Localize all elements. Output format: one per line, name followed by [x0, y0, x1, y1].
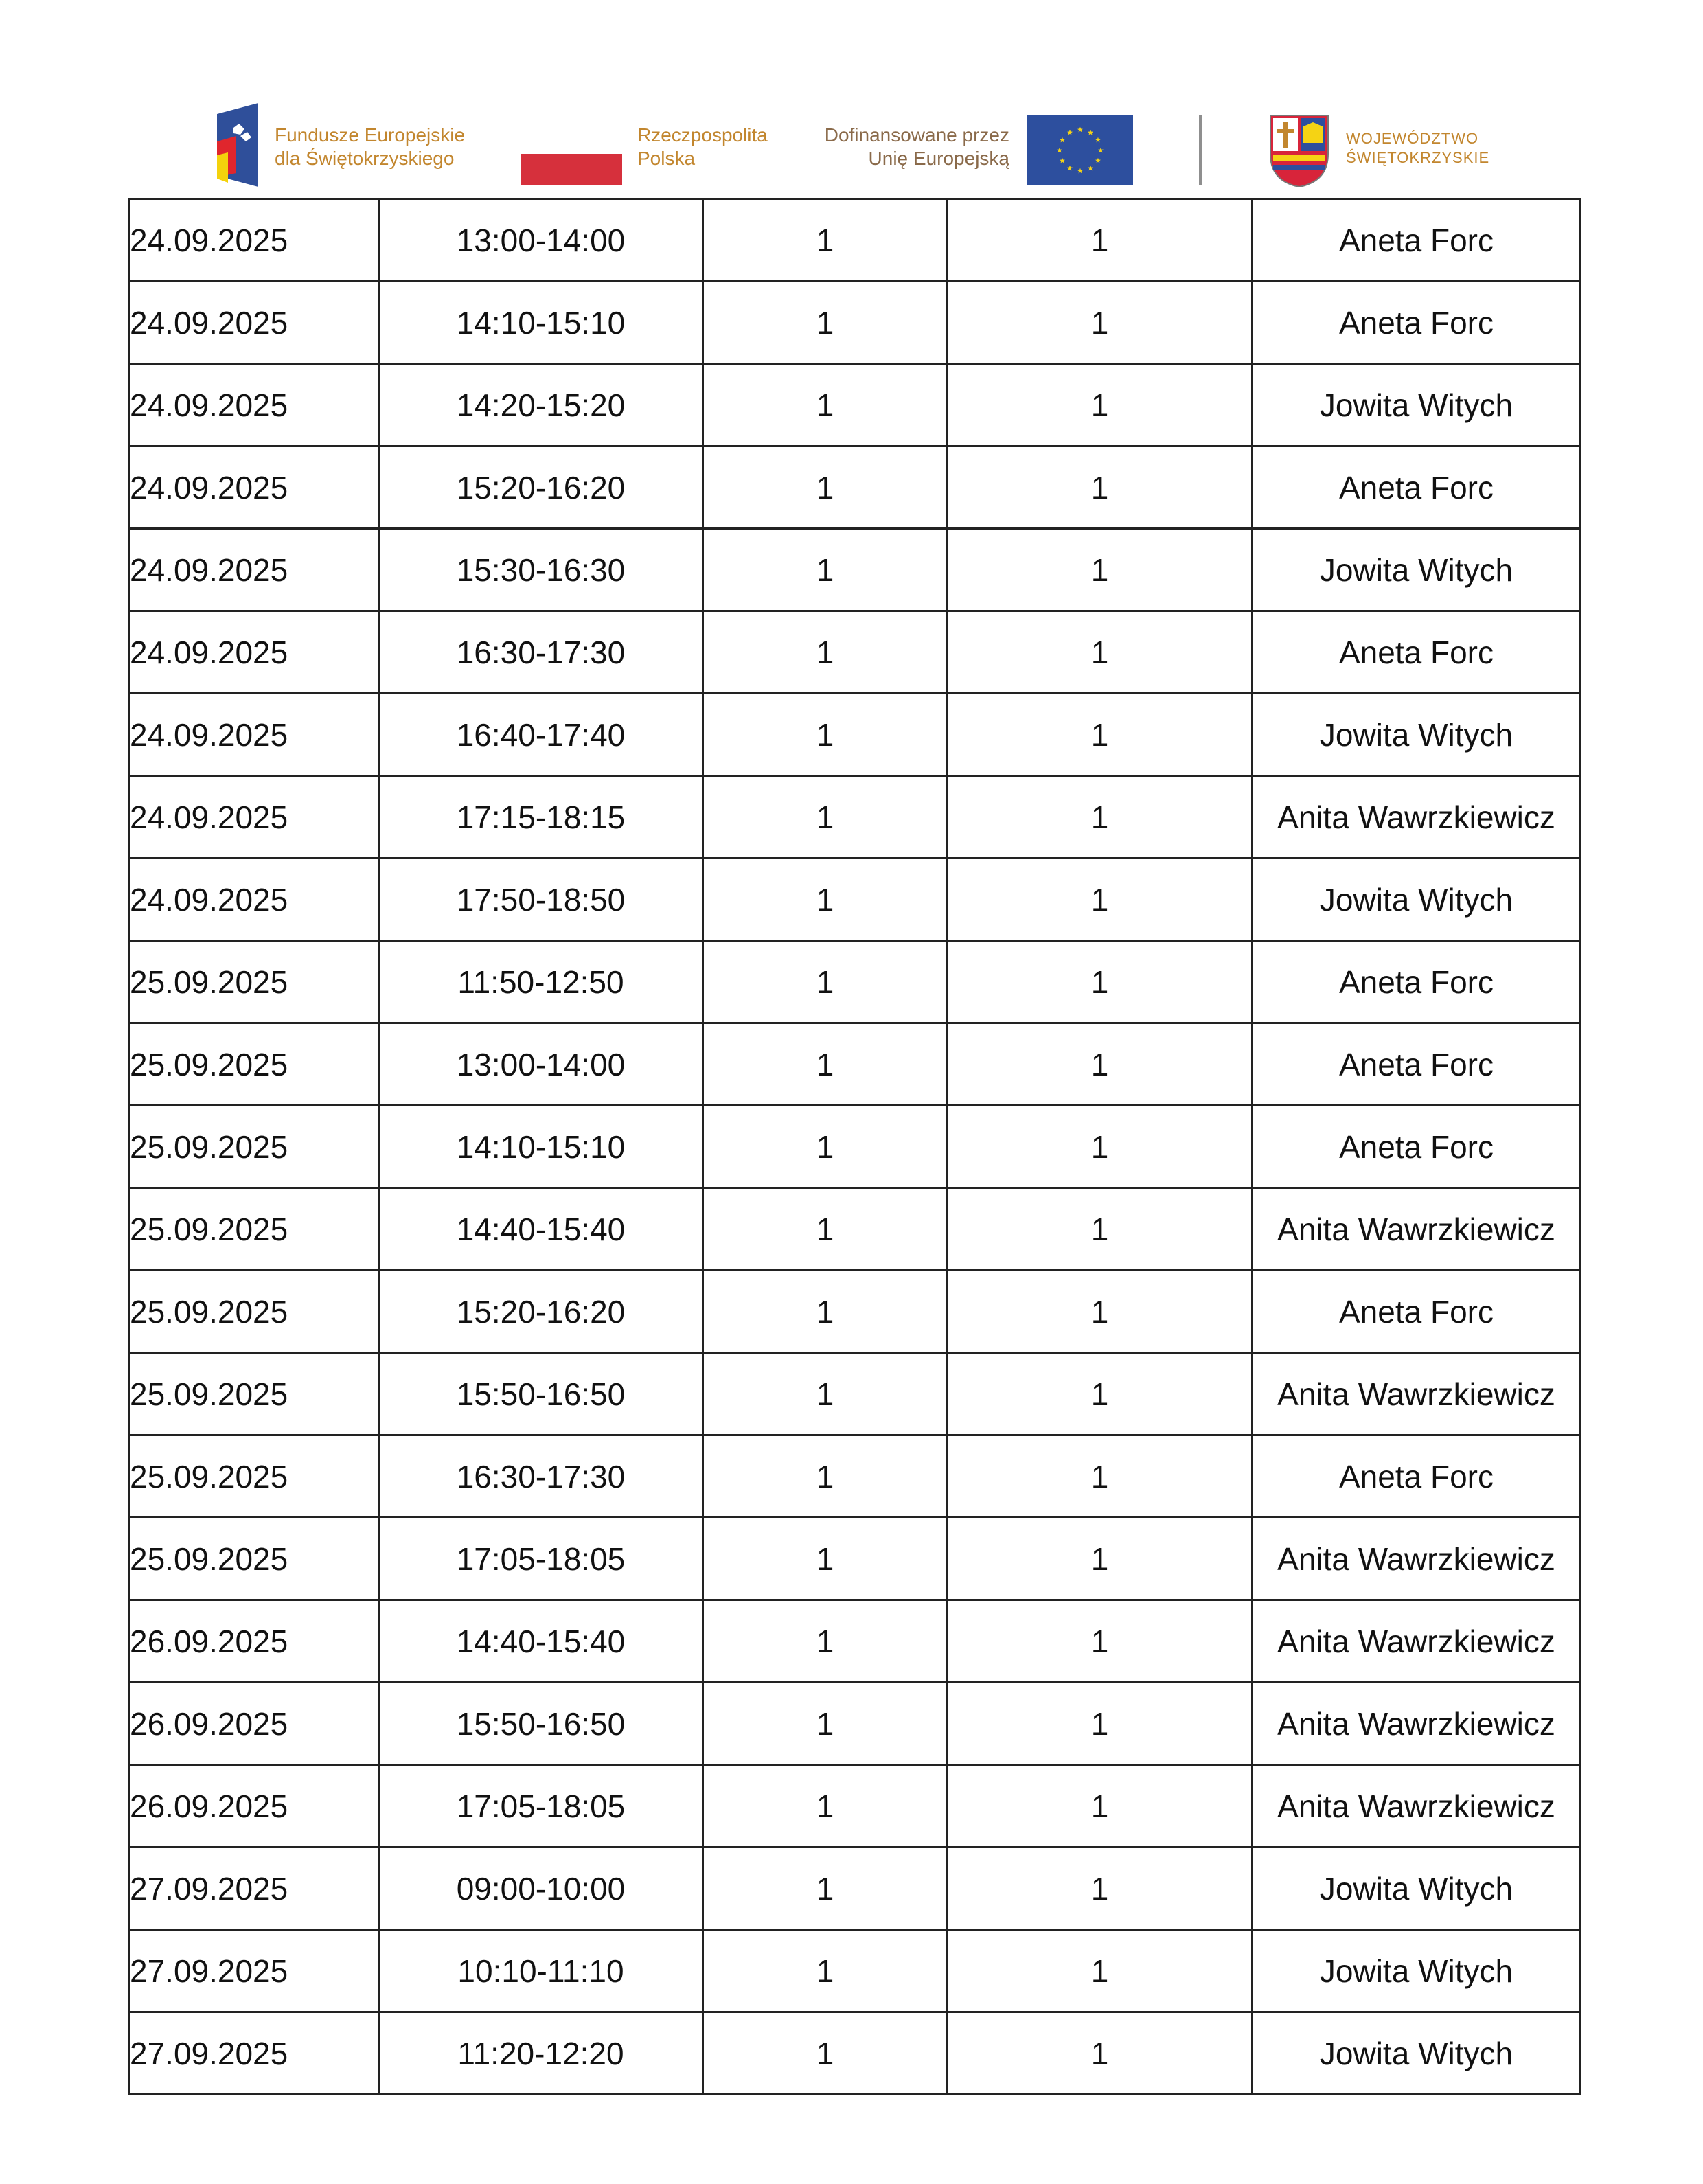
cell-date: 24.09.2025: [129, 364, 379, 446]
table-row: [129, 1765, 1581, 1847]
cell-name: Anita Wawrzkiewicz: [1253, 1683, 1581, 1765]
cell-count-b: 1: [948, 1518, 1253, 1600]
table-row: [129, 446, 1581, 529]
cell-count-a: 1: [703, 1106, 948, 1188]
cell-time: 14:10-15:10: [379, 282, 703, 364]
cell-count-b: 1: [948, 1106, 1253, 1188]
swietokrzyskie-coat-of-arms-icon: [1268, 113, 1331, 188]
cell-name: Anita Wawrzkiewicz: [1253, 1188, 1581, 1271]
cell-name: Anita Wawrzkiewicz: [1253, 1765, 1581, 1847]
cell-time: 13:00-14:00: [379, 1023, 703, 1106]
eu-flag-icon: [1027, 115, 1133, 185]
table-row: [129, 1683, 1581, 1765]
logo-fe-line2: dla Świętokrzyskiego: [275, 148, 455, 169]
cell-count-a: 1: [703, 1847, 948, 1930]
cell-time: 16:30-17:30: [379, 1435, 703, 1518]
cell-time: 14:20-15:20: [379, 364, 703, 446]
cell-date: 27.09.2025: [129, 1847, 379, 1930]
cell-name: Jowita Witych: [1253, 364, 1581, 446]
cell-time: 11:20-12:20: [379, 2012, 703, 2095]
cell-time: 17:05-18:05: [379, 1765, 703, 1847]
cell-count-b: 1: [948, 1353, 1253, 1435]
cell-name: Jowita Witych: [1253, 1847, 1581, 1930]
logo-sk-line1: WOJEWÓDZTWO: [1346, 130, 1479, 147]
cell-name: Aneta Forc: [1253, 1435, 1581, 1518]
fundusze-europejskie-logo-text: [275, 124, 465, 170]
cell-date: 25.09.2025: [129, 1353, 379, 1435]
cell-time: 17:05-18:05: [379, 1518, 703, 1600]
logo-pl-line2: Polska: [637, 148, 696, 169]
cell-count-b: 1: [948, 858, 1253, 941]
cell-time: 15:20-16:20: [379, 1271, 703, 1353]
logo-sk-line2: ŚWIĘTOKRZYSKIE: [1346, 149, 1490, 166]
cell-count-a: 1: [703, 2012, 948, 2095]
cell-count-a: 1: [703, 1023, 948, 1106]
table-row: [129, 1188, 1581, 1271]
cell-count-a: 1: [703, 1930, 948, 2012]
table-row: [129, 1353, 1581, 1435]
cell-count-b: 1: [948, 2012, 1253, 2095]
cell-name: Aneta Forc: [1253, 1271, 1581, 1353]
cell-time: 17:15-18:15: [379, 776, 703, 858]
cell-name: Aneta Forc: [1253, 941, 1581, 1023]
schedule-table-body: [129, 199, 1581, 2095]
cell-time: 15:20-16:20: [379, 446, 703, 529]
cell-count-a: 1: [703, 1765, 948, 1847]
cell-time: 15:30-16:30: [379, 529, 703, 611]
wojewodztwo-swietokrzyskie-logo-text: [1346, 129, 1489, 168]
cell-time: 09:00-10:00: [379, 1847, 703, 1930]
cell-count-b: 1: [948, 282, 1253, 364]
eu-funding-logo-text: [817, 124, 1009, 170]
cell-time: 15:50-16:50: [379, 1353, 703, 1435]
cell-count-a: 1: [703, 1271, 948, 1353]
cell-time: 13:00-14:00: [379, 199, 703, 282]
schedule-table: [128, 198, 1581, 2095]
cell-count-b: 1: [948, 364, 1253, 446]
logo-eu-line1: Dofinansowane przez: [824, 124, 1009, 146]
table-row: [129, 776, 1581, 858]
cell-date: 27.09.2025: [129, 1930, 379, 2012]
cell-date: 25.09.2025: [129, 1106, 379, 1188]
cell-date: 24.09.2025: [129, 776, 379, 858]
cell-count-a: 1: [703, 529, 948, 611]
cell-time: 17:50-18:50: [379, 858, 703, 941]
cell-count-a: 1: [703, 941, 948, 1023]
table-row: [129, 1600, 1581, 1683]
cell-count-b: 1: [948, 529, 1253, 611]
cell-date: 25.09.2025: [129, 1271, 379, 1353]
cell-time: 14:40-15:40: [379, 1188, 703, 1271]
cell-count-b: 1: [948, 1023, 1253, 1106]
cell-count-a: 1: [703, 1188, 948, 1271]
cell-name: Anita Wawrzkiewicz: [1253, 1518, 1581, 1600]
cell-count-b: 1: [948, 1930, 1253, 2012]
table-row: [129, 529, 1581, 611]
cell-count-b: 1: [948, 776, 1253, 858]
cell-date: 25.09.2025: [129, 1023, 379, 1106]
table-row: [129, 858, 1581, 941]
cell-date: 25.09.2025: [129, 1188, 379, 1271]
cell-time: 11:50-12:50: [379, 941, 703, 1023]
cell-date: 24.09.2025: [129, 694, 379, 776]
cell-name: Aneta Forc: [1253, 446, 1581, 529]
cell-count-b: 1: [948, 611, 1253, 694]
table-row: [129, 694, 1581, 776]
cell-count-a: 1: [703, 776, 948, 858]
cell-count-a: 1: [703, 1683, 948, 1765]
cell-name: Anita Wawrzkiewicz: [1253, 1353, 1581, 1435]
cell-time: 10:10-11:10: [379, 1930, 703, 2012]
table-row: [129, 941, 1581, 1023]
cell-name: Aneta Forc: [1253, 1106, 1581, 1188]
cell-count-b: 1: [948, 1188, 1253, 1271]
cell-count-b: 1: [948, 1765, 1253, 1847]
cell-count-a: 1: [703, 611, 948, 694]
table-row: [129, 1271, 1581, 1353]
table-row: [129, 1023, 1581, 1106]
table-row: [129, 364, 1581, 446]
cell-count-b: 1: [948, 1271, 1253, 1353]
cell-date: 24.09.2025: [129, 529, 379, 611]
cell-name: Jowita Witych: [1253, 694, 1581, 776]
cell-count-a: 1: [703, 199, 948, 282]
cell-count-a: 1: [703, 858, 948, 941]
cell-time: 14:10-15:10: [379, 1106, 703, 1188]
cell-name: Jowita Witych: [1253, 2012, 1581, 2095]
cell-date: 26.09.2025: [129, 1600, 379, 1683]
cell-date: 24.09.2025: [129, 282, 379, 364]
table-row: [129, 282, 1581, 364]
cell-date: 26.09.2025: [129, 1765, 379, 1847]
table-row: [129, 1106, 1581, 1188]
cell-time: 16:30-17:30: [379, 611, 703, 694]
cell-date: 24.09.2025: [129, 611, 379, 694]
table-row: [129, 611, 1581, 694]
cell-count-b: 1: [948, 1435, 1253, 1518]
logo-eu-line2: Unię Europejską: [868, 148, 1009, 169]
cell-name: Aneta Forc: [1253, 282, 1581, 364]
table-row: [129, 2012, 1581, 2095]
cell-name: Aneta Forc: [1253, 611, 1581, 694]
cell-count-b: 1: [948, 1683, 1253, 1765]
cell-date: 24.09.2025: [129, 199, 379, 282]
cell-count-b: 1: [948, 1847, 1253, 1930]
logo-pl-line1: Rzeczpospolita: [637, 124, 768, 146]
rzeczpospolita-polska-logo-text: [637, 124, 768, 170]
cell-date: 24.09.2025: [129, 858, 379, 941]
table-row: [129, 1847, 1581, 1930]
cell-date: 24.09.2025: [129, 446, 379, 529]
cell-count-a: 1: [703, 1435, 948, 1518]
cell-name: Jowita Witych: [1253, 1930, 1581, 2012]
cell-count-a: 1: [703, 364, 948, 446]
cell-date: 25.09.2025: [129, 941, 379, 1023]
cell-name: Aneta Forc: [1253, 1023, 1581, 1106]
cell-name: Jowita Witych: [1253, 529, 1581, 611]
cell-count-b: 1: [948, 941, 1253, 1023]
logo-bar: [206, 96, 1497, 192]
table-row: [129, 1435, 1581, 1518]
cell-name: Aneta Forc: [1253, 199, 1581, 282]
cell-time: 14:40-15:40: [379, 1600, 703, 1683]
table-row: [129, 1930, 1581, 2012]
cell-name: Jowita Witych: [1253, 858, 1581, 941]
cell-date: 27.09.2025: [129, 2012, 379, 2095]
cell-date: 25.09.2025: [129, 1435, 379, 1518]
cell-count-a: 1: [703, 694, 948, 776]
cell-time: 16:40-17:40: [379, 694, 703, 776]
cell-count-a: 1: [703, 446, 948, 529]
cell-name: Anita Wawrzkiewicz: [1253, 1600, 1581, 1683]
cell-count-a: 1: [703, 1518, 948, 1600]
logo-divider: [1199, 115, 1202, 185]
polish-flag-icon: [521, 122, 622, 185]
cell-count-a: 1: [703, 1600, 948, 1683]
cell-time: 15:50-16:50: [379, 1683, 703, 1765]
logo-fe-line1: Fundusze Europejskie: [275, 124, 466, 146]
cell-count-b: 1: [948, 1600, 1253, 1683]
cell-count-a: 1: [703, 1353, 948, 1435]
cell-count-b: 1: [948, 446, 1253, 529]
cell-name: Anita Wawrzkiewicz: [1253, 776, 1581, 858]
cell-count-b: 1: [948, 694, 1253, 776]
cell-count-a: 1: [703, 282, 948, 364]
cell-date: 26.09.2025: [129, 1683, 379, 1765]
cell-count-b: 1: [948, 199, 1253, 282]
fundusze-europejskie-logo-icon: [213, 102, 264, 188]
table-row: [129, 199, 1581, 282]
table-row: [129, 1518, 1581, 1600]
cell-date: 25.09.2025: [129, 1518, 379, 1600]
